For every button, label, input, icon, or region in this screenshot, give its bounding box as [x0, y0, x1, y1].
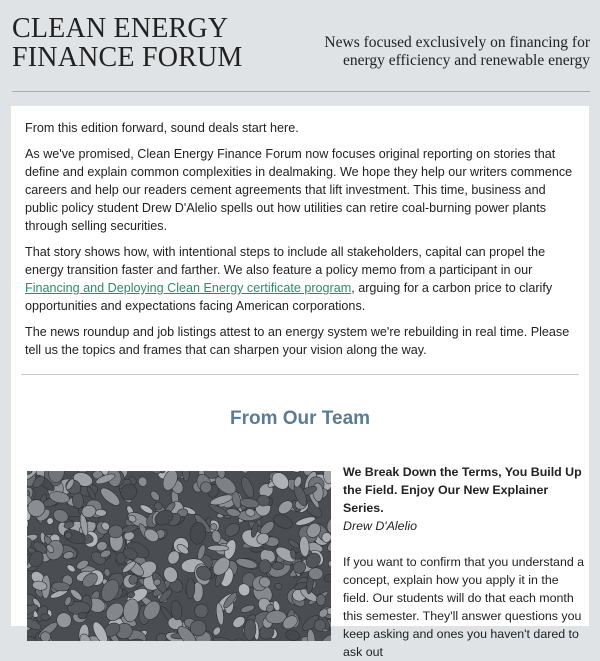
masthead-divider — [12, 91, 590, 92]
section-title-from-our-team: From Our Team — [229, 408, 371, 429]
intro-paragraph-3 — [25, 243, 573, 315]
section-divider — [21, 374, 579, 375]
intro-paragraph-3-text-after: , arguing for a carbon price to clarify opportunities and expectations facing American corporations. — [25, 281, 553, 313]
newsletter-body — [11, 106, 589, 659]
story-teaser — [343, 463, 587, 661]
tagline-line-2: energy efficiency and renewable energy — [342, 52, 590, 69]
publication-title[interactable] — [12, 14, 243, 72]
intro-paragraph-2: As we've promised, Clean Energy Finance Forum now focuses original reporting on stories that define and explain common complexities in dealmaking. We hope they help our writers commence careers and help our readers cement agreements that lift investment. This time, business and public policy student Drew D'Alelio spells out how utilities can retire coal-burning power plants through selling securities. — [25, 147, 573, 233]
intro-section — [25, 119, 573, 367]
intro-paragraph-1: From this edition forward, sound deals start here. — [25, 121, 299, 135]
coal-photo[interactable] — [27, 471, 331, 641]
tagline-line-1: News focused exclusively on financing for — [324, 34, 590, 51]
story-excerpt: If you want to confirm that you understand a concept, explain how you apply it in the field. Our students will do that each month this semester. They'll answer questions you keep asking and ones you haven't dared to ask out — [343, 555, 585, 659]
coal-pile-image — [27, 471, 331, 641]
intro-paragraph-4: The news roundup and job listings attest to an energy system we're rebuilding in real time. Please tell us the topics and frames that can sharpen your vision along the way. — [25, 325, 570, 357]
intro-paragraph-3-text-before: That story shows how, with intentional steps to include all stakeholders, capital can propel the energy transition faster and farther. We also feature a policy memo from a participant in our — [25, 245, 546, 277]
tagline — [290, 34, 590, 70]
certificate-program-link[interactable]: Financing and Deploying Clean Energy certificate program — [25, 281, 352, 295]
publication-title-line-1: CLEAN ENERGY — [12, 13, 229, 44]
publication-title-line-2: FINANCE FORUM — [12, 42, 243, 73]
story-author: Drew D'Alelio — [343, 519, 417, 533]
story-headline[interactable]: We Break Down the Terms, You Build Up the Field. Enjoy Our New Explainer Series. — [343, 465, 582, 515]
masthead — [0, 0, 600, 92]
